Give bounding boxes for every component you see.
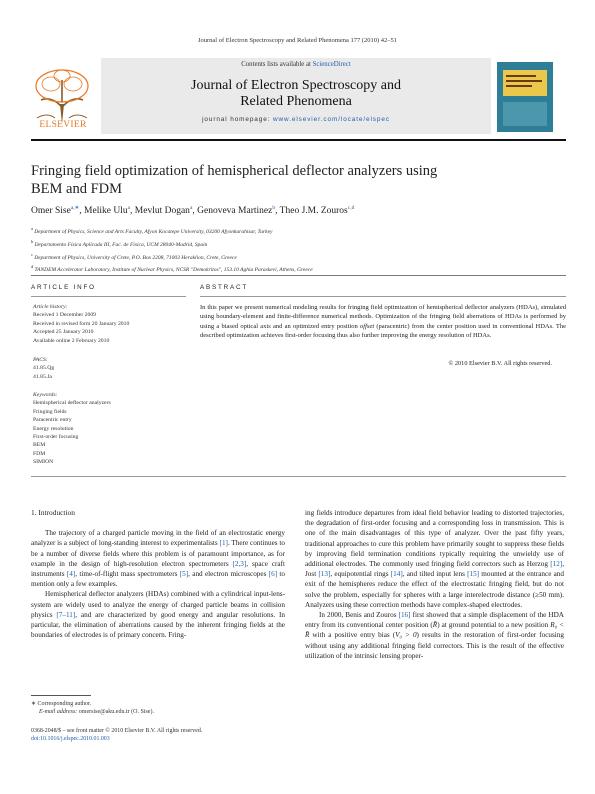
copyright-notice: © 2010 Elsevier B.V. All rights reserved. [448,360,552,367]
keywords-block [33,391,111,467]
affiliation-text: Departamento Física Aplicada III, Fac. de Física, UCM 28040-Madrid, Spain [34,241,208,248]
paragraph-text: , and tilted input lens [402,570,468,579]
affiliation-list [31,224,571,275]
paragraph-text: ) results in the restoration of first-order focusing without using any additional fringing field correctors. This is the result of the effective utilization of the intrinsic lensing proper- [305,631,564,660]
journal-cover-thumbnail [497,62,553,132]
keyword: Paracentric entry [33,417,72,424]
pacs-item: 41.85.Qg [33,365,55,372]
paragraph-text: . There continues to be a number of diverse fields where this problem is of paramount importance, as for example in the design of high-resolution electron spectrometers [31,539,285,568]
affiliation-text: Department of Physics, Science and Arts Faculty, Afyon Kocatepe University, 03200 Afyonkarahisar, Turkey [34,228,273,235]
paragraph-text: with a positive entry bias ( [309,631,396,640]
math-symbol: R₀ < R̄ [305,621,564,640]
journal-title-box [101,58,491,134]
math-symbol: R̄ [432,621,438,630]
citation-link[interactable]: [1] [219,539,228,548]
keyword: SIMION [33,459,54,466]
paragraph-text: to mention only a few examples. [31,570,286,589]
footnote-rule [31,695,91,696]
email-address[interactable]: omersise@aku.edu.tr (O. Sise). [77,709,154,716]
paragraph-text: The trajectory of a charged particle moving in the field of an electrostatic energy analyzer is a subject of long-standing interest to experimentalists [31,529,285,548]
paragraph [305,610,564,661]
abstract-italic-word: offset [360,322,375,330]
author-name: Melike Ulu [84,206,128,217]
journal-banner [31,58,566,134]
affiliation [31,237,571,250]
paragraph-text: In 2000, Benis and Zouros [319,611,399,620]
paragraph-text: ing fields introduce departures from ideal field behavior leading to distorted trajectories, the degradation of first-order focusing and a corresponding loss in transmission. This is one of the main disadvantages of this type of analyzer. Over the past fifty years, traditional approaches to cure this problem have primarily sought to suppress these fields by improving field termination conditions typically requiring the unwieldy use of additional electrodes. The commonly used fringing field correctors such as Herzog [305,509,564,569]
affiliation [31,250,571,263]
keyword: First-order focusing [33,434,79,441]
doi-link[interactable]: doi:10.1016/j.elspec.2010.01.003 [31,736,110,743]
affiliation-marker: d [31,264,35,270]
affiliation-marker: b [31,238,35,244]
keyword: Hemispherical deflector analyzers [33,400,111,407]
elsevier-wordmark: ELSEVIER [39,120,87,130]
article-info-heading: ARTICLE INFO [31,284,96,291]
article-title [31,163,551,198]
author-separator: , [79,206,85,217]
citation-link[interactable]: [14] [390,570,403,579]
footnote [31,700,285,717]
sciencedirect-link[interactable]: ScienceDirect [312,61,351,68]
history-item: Accepted 25 January 2010 [33,329,94,336]
citation-link[interactable]: [16] [398,611,411,620]
author-name: Mevlut Dogan [134,206,190,217]
article-info-rule [31,296,186,297]
author-affiliation-marker[interactable]: a [127,205,131,211]
abstract-text [200,303,566,340]
author-list [31,205,571,216]
journal-title [101,78,491,110]
homepage-prefix: journal homepage: [202,116,274,123]
paragraph [305,508,564,610]
contents-prefix: Contents lists available at [241,61,313,68]
author-name: Genoveva Martinez [197,206,273,217]
keywords-label: Keywords: [33,392,58,398]
corresponding-author-note: ∗ Corresponding author. [31,701,92,707]
paragraph-text: , and electron microscopes [188,570,269,579]
journal-title-line1: Journal of Electron Spectroscopy and [191,78,401,93]
cover-text-line [506,80,542,82]
history-item: Available online 2 February 2010 [33,337,110,344]
page-footer [31,727,331,744]
running-header: Journal of Electron Spectroscopy and Related Phenomena 177 (2010) 42–51 [197,37,398,44]
paragraph-text: , time-of-flight mass spectrometers [75,570,180,579]
paragraph-text: , and are characterized by good energy and angular resolutions. In particular, the elimination of aberrations caused by the inherent fringing fields at the boundaries of electrodes is of primary concern. Fring- [31,610,285,640]
abstract-part: In this paper we present numerical modeling results for fringing field optimization of hemispherical deflector analyzers (HDAs), simulated using boundary-element and finite-difference numerical methods. Optimization of the fringing field aberrations of HDAs is performed by using a biased optical axis and an optimized entry position [200,304,566,330]
header-rule [31,139,566,141]
affiliation-marker: c [31,251,35,257]
issn-line: 0368-2048/$ – see front matter © 2010 Elsevier B.V. All rights reserved. [31,728,203,734]
paragraph-text: , Jost [305,560,564,579]
citation-link[interactable]: [5] [179,570,189,579]
history-item: Received 1 December 2009 [33,312,97,319]
author-name: Omer Sise [31,206,71,217]
paragraph-text: mounted at the entrance and exit of the hemispheres reduce the effect of the electrostatic fringing field, but do not solve the problem, especially for spheres with a large interelectrode distance (≥50 mm). Analyzers using these correction methods have complex-shaped electrodes. [305,570,564,609]
abstract-heading: ABSTRACT [200,284,248,291]
section-rule [31,275,566,276]
cover-title-band [503,70,547,96]
cover-text-line [506,85,532,87]
article-title-line2: BEM and FDM [31,180,123,197]
author-affiliation-marker[interactable]: a [189,205,193,211]
affiliation [31,262,571,275]
citation-link[interactable]: [12] [550,560,563,569]
author-affiliation-marker[interactable]: b [272,205,276,211]
article-title-line1: Fringing field optimization of hemispherical deflector analyzers using [31,163,438,179]
article-history [33,303,129,345]
abstract-rule [200,296,566,297]
pacs-item: 41.85.Ja [33,373,52,380]
pacs-label: PACS: [33,357,48,363]
math-symbol: V₀ > 0 [395,631,417,640]
citation-link[interactable]: [6] [268,570,278,579]
citation-link[interactable]: [13] [318,570,331,579]
journal-homepage [101,116,491,123]
author-separator: , [192,206,198,217]
contents-line [101,61,491,68]
author-separator: , [130,206,135,217]
keyword: BEM [33,442,46,449]
section-heading: 1. Introduction [31,508,75,517]
homepage-link[interactable]: www.elsevier.com/locate/elspec [273,116,390,123]
author-affiliation-marker[interactable]: a,∗ [70,205,80,211]
email-label: E-mail address: [39,709,78,716]
journal-title-line2: Related Phenomena [240,94,352,109]
paragraph-text: ) at ground potential to a new position [437,621,551,630]
author-name: Theo J.M. Zouros [279,206,348,217]
abstract-part: (paracentric) from the center position used in conventional HDAs. The described optimization achieves first-order focusing thus also further improving the energy resolution of HDAs. [200,322,566,339]
affiliation-text: TANDEM Accelerator Laboratory, Institute of Nuclear Physics, NCSR "Demokritos", 153.10 Aghia Paraskevi, Athens, Greece [34,267,313,274]
author-separator: , [275,206,280,217]
paragraph [31,589,285,640]
email-line [31,708,285,716]
affiliation [31,224,571,237]
body-rule [31,476,566,477]
paragraph-text: first showed that a simple displacement of the HDA entry from its conventional center position ( [305,611,564,630]
cover-image-area [503,102,547,126]
history-label: Article history: [33,304,68,310]
paragraph-text: , equipotential rings [330,570,391,579]
citation-link[interactable]: [7–11] [56,610,76,619]
citation-link[interactable]: [4] [66,570,76,579]
citation-link[interactable]: [2,3] [232,559,247,568]
body-column-left [31,508,285,640]
paragraph-text: Hemispherical deflector analyzers (HDAs) combined with a cylindrical input-lens-system are widely used to analyze the energy of charged particle beams in collision physics [31,590,285,619]
keyword: Energy resolution [33,425,74,432]
body-column-right [305,508,564,661]
citation-link[interactable]: [15] [467,570,480,579]
affiliation-marker: a [31,226,35,231]
author-affiliation-marker[interactable]: c,d [347,205,355,211]
pacs-block [33,356,54,381]
paragraph [31,528,285,589]
cover-text-line [506,75,536,77]
keyword: FDM [33,450,46,457]
keyword: Fringing fields [33,408,67,415]
affiliation-text: Department of Physics, University of Crete, P.O. Box 2208, 71003 Heraklion, Crete, Greece [34,254,237,261]
paragraph-text: , space craft instruments [31,559,285,579]
history-item: Received in revised form 20 January 2010 [33,320,130,327]
